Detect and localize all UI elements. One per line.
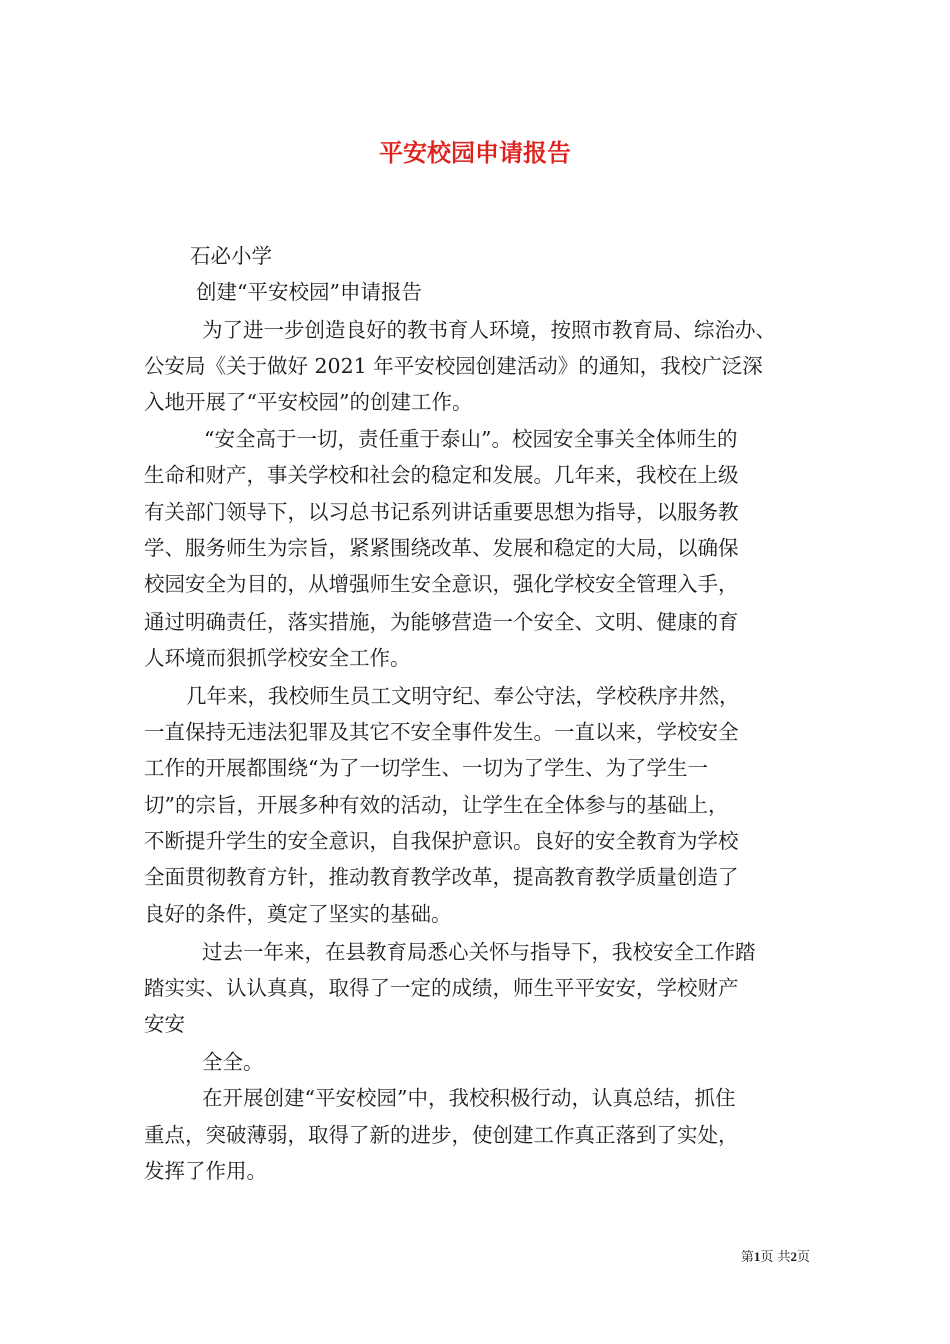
- text-line: 安安: [144, 1012, 185, 1036]
- text-line: 一直保持无违法犯罪及其它不安全事件发生。一直以来，学校安全: [144, 720, 739, 744]
- text-line: 不断提升学生的安全意识，自我保护意识。良好的安全教育为学校: [144, 829, 739, 853]
- text-line: 在开展创建“平安校园”中，我校积极行动，认真总结，抓住: [202, 1086, 736, 1110]
- page-footer: [700, 1246, 810, 1265]
- text-line: 有关部门领导下，以习总书记系列讲话重要思想为指导，以服务教: [144, 500, 739, 524]
- text-line: 几年来，我校师生员工文明守纪、奉公守法，学校秩序井然，: [186, 684, 740, 708]
- page-number: 1: [753, 1249, 761, 1264]
- footer-suffix: 页: [796, 1250, 810, 1265]
- text-line: 石必小学: [190, 244, 272, 268]
- footer-prefix: 第: [740, 1250, 754, 1265]
- footer-middle: 页 共: [760, 1250, 791, 1265]
- text-line: 切”的宗旨，开展多种有效的活动，让学生在全体参与的基础上，: [144, 793, 729, 817]
- text-line: 公安局《关于做好 2021 年平安校园创建活动》的通知，我校广泛深: [144, 354, 763, 378]
- text-line: 通过明确责任，落实措施，为能够营造一个安全、文明、健康的育: [144, 610, 739, 634]
- text-line: 入地开展了“平安校园”的创建工作。: [144, 390, 473, 414]
- text-line: 为了进一步创造良好的教书育人环境，按照市教育局、综治办、: [202, 318, 776, 342]
- text-line: 全面贯彻教育方针，推动教育教学改革，提高教育教学质量创造了: [144, 865, 739, 889]
- text-line: 发挥了作用。: [144, 1159, 267, 1183]
- text-line: 创建“平安校园”申请报告: [196, 280, 422, 304]
- page-total: 2: [790, 1249, 797, 1264]
- text-line: 生命和财产，事关学校和社会的稳定和发展。几年来，我校在上级: [144, 463, 739, 487]
- text-line: 重点，突破薄弱，取得了新的进步，使创建工作真正落到了实处，: [144, 1123, 739, 1147]
- document-title: 平安校园申请报告: [379, 138, 571, 167]
- text-line: 全全。: [202, 1050, 264, 1074]
- text-line: 人环境而狠抓学校安全工作。: [144, 646, 411, 670]
- text-line: 踏实实、认认真真，取得了一定的成绩，师生平平安安，学校财产: [144, 976, 739, 1000]
- text-line: 工作的开展都围绕“为了一切学生、一切为了学生、为了学生一: [144, 756, 708, 780]
- text-line: 校园安全为目的，从增强师生安全意识，强化学校安全管理入手，: [144, 572, 739, 596]
- text-line: 良好的条件，奠定了坚实的基础。: [144, 902, 452, 926]
- text-line: 过去一年来，在县教育局悉心关怀与指导下，我校安全工作踏: [202, 940, 756, 964]
- text-line: “安全高于一切，责任重于泰山”。校园安全事关全体师生的: [204, 427, 738, 451]
- text-line: 学、服务师生为宗旨，紧紧围绕改革、发展和稳定的大局，以确保: [144, 536, 739, 560]
